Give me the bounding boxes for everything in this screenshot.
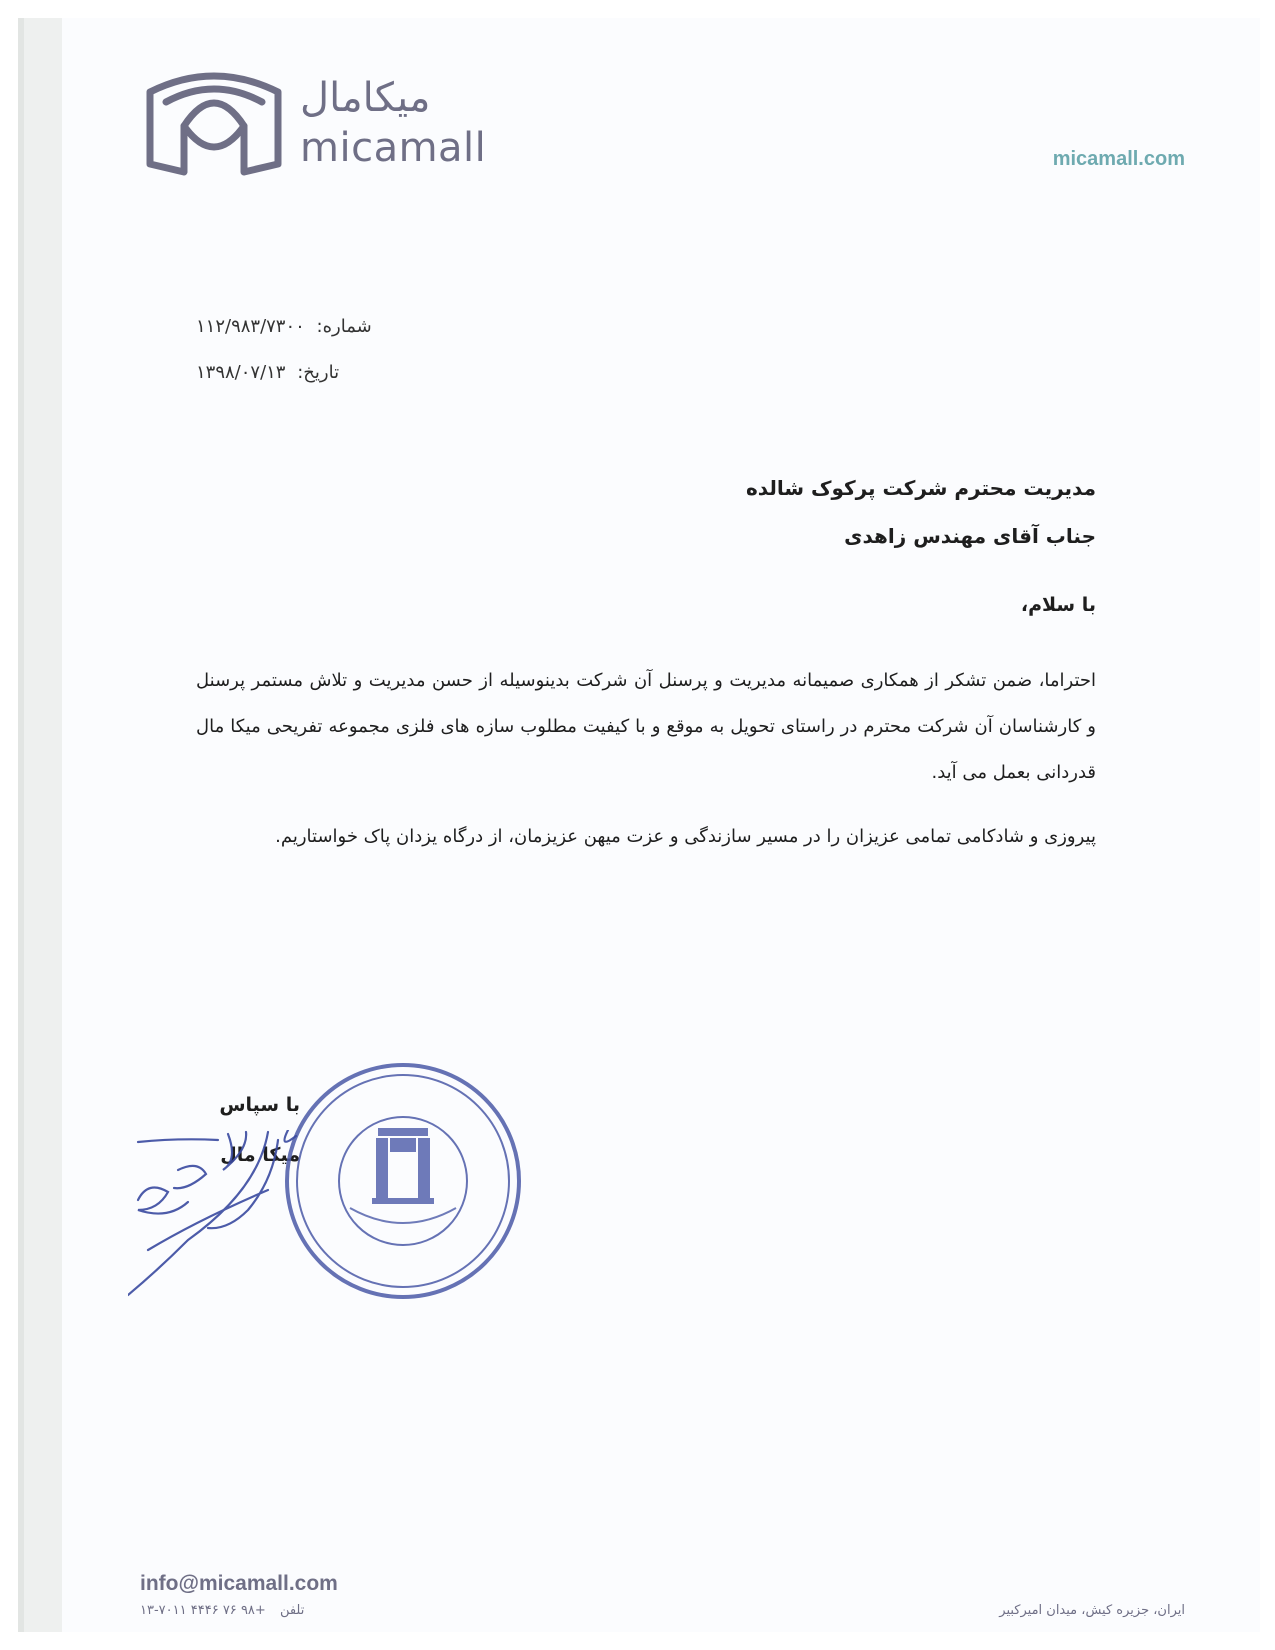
footer-phone-value: +۹۸ ۷۶ ۴۴۴۶ ۷۰۱۱-۱۳ — [140, 1603, 266, 1618]
closing-thanks: با سپاس — [219, 1094, 300, 1116]
footer-phone-label: تلفن — [279, 1603, 305, 1618]
logo-text-english: micamall — [300, 125, 487, 171]
seal-building-icon — [372, 1128, 434, 1204]
footer-email[interactable]: info@micamall.com — [140, 1572, 338, 1595]
letter-number — [196, 316, 406, 337]
handwritten-signature — [128, 1130, 328, 1310]
letter-date-value: ۱۳۹۸/۰۷/۱۳ — [196, 362, 286, 383]
micamall-logo-icon — [144, 72, 284, 180]
letter-date — [196, 362, 406, 383]
logo-text-persian: میکامال — [300, 75, 431, 121]
letter-paragraph-1: احتراما، ضمن تشکر از همکاری صمیمانه مدیریت و پرسنل آن شرکت بدینوسیله از حسن مدیریت و تلاش مستمر پرسنل و کارشناسان آن شرکت محترم در راستای تحویل به موقع و با کیفیت مطلوب سازه های فلزی مجموعه تفریحی میکا مال قدردانی بعمل می آید. — [196, 670, 1096, 783]
letter-number-label: شماره: — [316, 316, 372, 337]
recipient-person: جناب آقای مهندس زاهدی — [844, 524, 1096, 548]
closing-signatory: میکا مال — [220, 1144, 300, 1166]
letter-number-value: ۱۱۲/۹۸۳/۷۳۰۰ — [196, 316, 305, 337]
footer-address: ایران، جزیره کیش، میدان امیرکبیر — [999, 1603, 1185, 1618]
website-link[interactable]: micamall.com — [1052, 148, 1185, 170]
recipient-company: مدیریت محترم شرکت پرکوک شالده — [745, 476, 1096, 500]
letter-date-label: تاریخ: — [297, 362, 340, 383]
footer-phone — [140, 1603, 400, 1618]
letter-page — [18, 18, 1260, 1632]
greeting: با سلام، — [1020, 594, 1096, 616]
letter-paragraph-2: پیروزی و شادکامی تمامی عزیزان را در مسیر سازندگی و عزت میهن عزیزمان، از درگاه یزدان پاک خواستاریم. — [275, 826, 1096, 847]
